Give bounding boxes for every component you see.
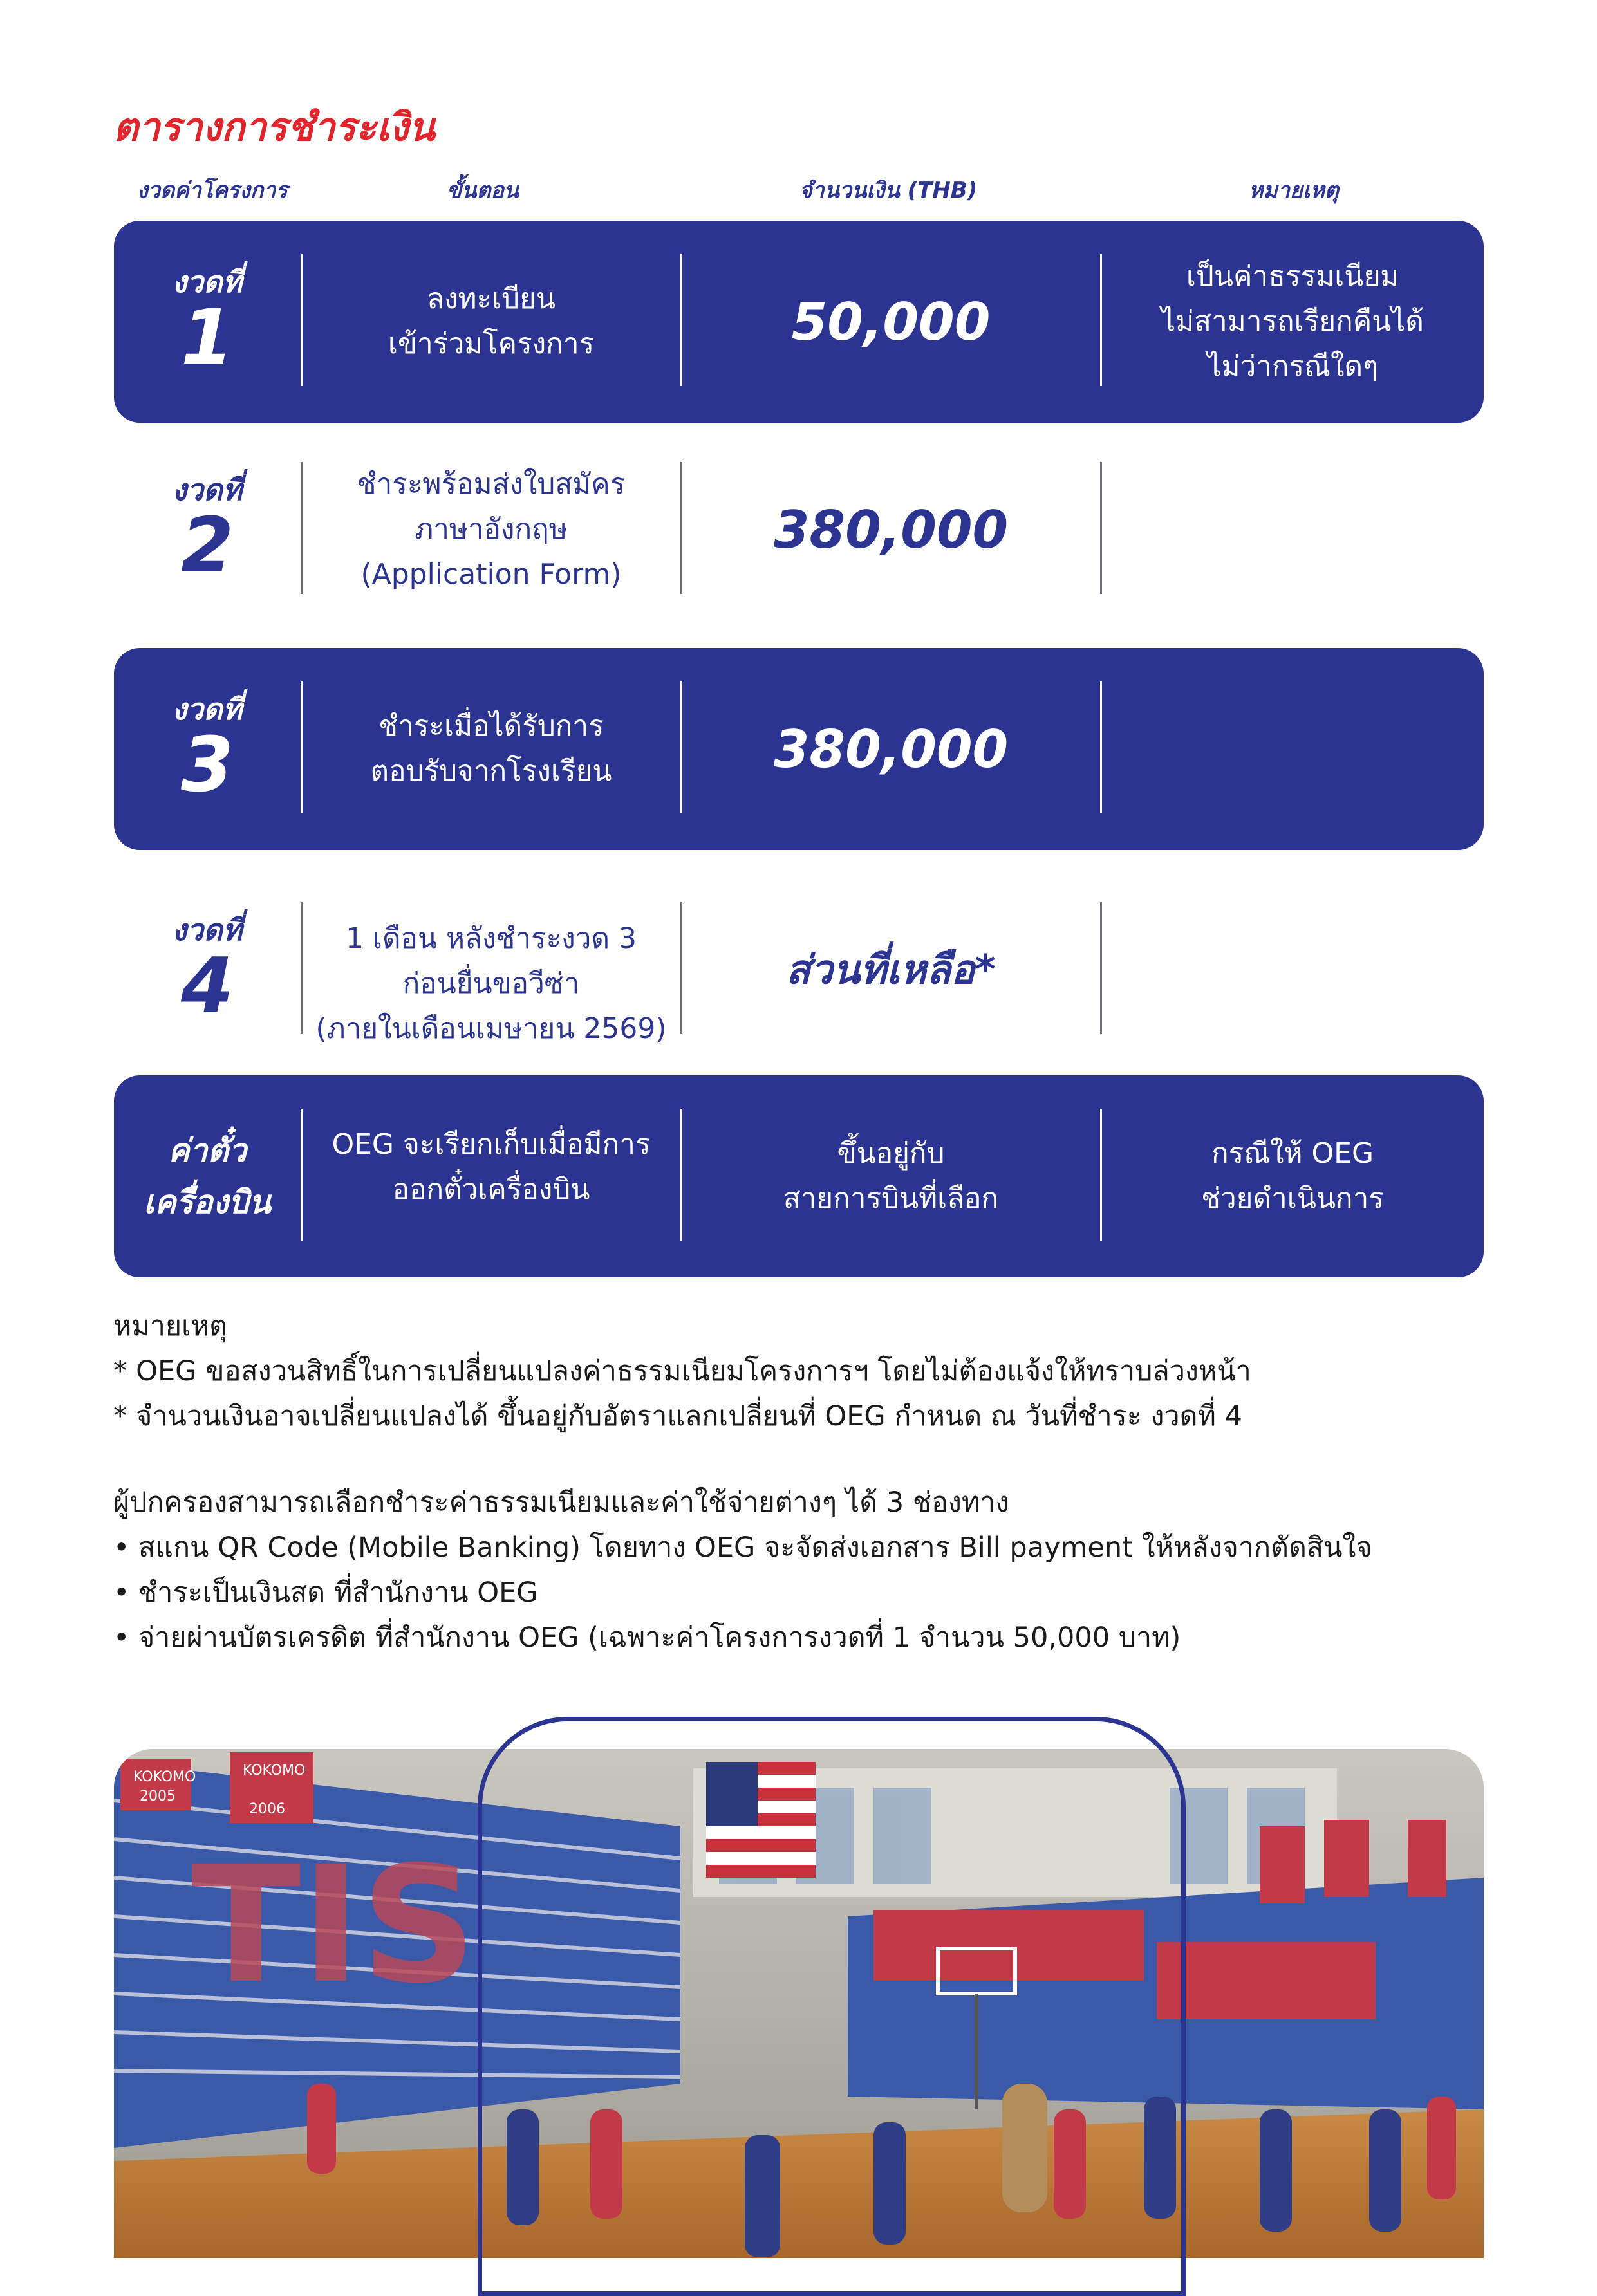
step-line: 1 เดือน หลังชำระงวด 3 <box>345 922 637 955</box>
step-line: ออกตั๋วเครื่องบิน <box>392 1173 590 1206</box>
payment-section <box>113 1480 1372 1660</box>
payment-item: • ชำระเป็นเงินสด ที่สำนักงาน OEG <box>113 1577 538 1609</box>
divider <box>1100 462 1102 594</box>
step-line: ภาษาอังกฤษ <box>415 513 568 546</box>
installment-row-4 <box>114 869 1484 1071</box>
note-line: กรณีให้ OEG <box>1211 1137 1374 1170</box>
airfare-label: เครื่องบิน <box>144 1183 271 1221</box>
note-line: ไม่ว่ากรณีใดๆ <box>1207 350 1378 383</box>
installment-label-cell <box>114 869 301 1071</box>
installment-label-cell <box>114 429 301 631</box>
banner-kokomo-2: KOKOMO <box>243 1763 306 1779</box>
bleacher-letters: TIS <box>191 1831 477 2019</box>
amount: 380,000 <box>773 719 1009 779</box>
note-line: ช่วยดำเนินการ <box>1201 1182 1384 1215</box>
installment-label-cell <box>114 648 301 850</box>
installment-label: งวดที่ <box>172 691 243 727</box>
step-cell <box>302 429 680 631</box>
installment-number: 1 <box>180 293 234 382</box>
step-cell <box>302 221 680 423</box>
step-line: ชำระพร้อมส่งใบสมัคร <box>357 468 626 501</box>
amount-cell <box>682 221 1100 423</box>
remark-item: * จำนวนเงินอาจเปลี่ยนแปลงได้ ขึ้นอยู่กับอัตราแลกเปลี่ยนที่ OEG กำหนด ณ วันที่ชำระ งวดที่ 4 <box>113 1400 1242 1432</box>
installment-number: 2 <box>180 501 234 590</box>
installment-label: งวดที่ <box>172 912 243 947</box>
header-installment: งวดค่าโครงการ <box>137 178 288 203</box>
step-line: ชำระเมื่อได้รับการ <box>378 710 604 743</box>
header-amount: จำนวนเงิน (THB) <box>799 178 978 203</box>
header-remark: หมายเหตุ <box>1249 178 1339 203</box>
photo-arch-frame <box>478 1717 1186 2296</box>
note-line: ไม่สามารถเรียกคืนได้ <box>1161 305 1424 338</box>
banner-year-2: 2006 <box>249 1801 285 1817</box>
amount: 380,000 <box>773 499 1009 560</box>
airfare-label: ค่าตั๋ว <box>167 1132 247 1169</box>
step-line: ก่อนยื่นขอวีซ่า <box>402 967 580 1000</box>
installment-label-cell <box>114 1075 301 1277</box>
header-step: ขั้นตอน <box>446 178 519 203</box>
amount-line: สายการบินที่เลือก <box>783 1182 999 1215</box>
banner-year-1: 2005 <box>140 1788 176 1804</box>
payment-item: • จ่ายผ่านบัตรเครดิต ที่สำนักงาน OEG (เฉพาะค่าโครงการงวดที่ 1 จำนวน 50,000 บาท) <box>113 1622 1181 1654</box>
remarks-section <box>113 1304 1251 1439</box>
note-cell <box>1101 221 1484 423</box>
amount-cell <box>682 648 1100 850</box>
note-line: เป็นค่าธรรมเนียม <box>1186 260 1399 293</box>
installment-number: 3 <box>180 720 234 810</box>
step-cell <box>302 1066 680 1268</box>
amount: 50,000 <box>791 292 991 352</box>
banner-kokomo-1: KOKOMO <box>133 1769 196 1785</box>
amount: ส่วนที่เหลือ* <box>786 946 996 993</box>
step-line: ตอบรับจากโรงเรียน <box>370 755 612 788</box>
step-line: (ภายในเดือนเมษายน 2569) <box>315 1012 667 1045</box>
remarks-heading: หมายเหตุ <box>113 1310 227 1342</box>
page-title: ตารางการชำระเงิน <box>113 105 435 150</box>
airfare-row <box>114 1075 1484 1277</box>
amount-cell <box>682 1075 1100 1277</box>
installment-row-1 <box>114 221 1484 423</box>
step-line: (Application Form) <box>360 558 622 591</box>
remark-item: * OEG ขอสงวนสิทธิ์ในการเปลี่ยนแปลงค่าธรรมเนียมโครงการฯ โดยไม่ต้องแจ้งให้ทราบล่วงหน้า <box>113 1355 1251 1387</box>
amount-line: ขึ้นอยู่กับ <box>837 1137 945 1170</box>
step-cell <box>302 883 680 1085</box>
amount-cell <box>682 869 1100 1071</box>
installment-row-3 <box>114 648 1484 850</box>
amount-cell <box>682 429 1100 631</box>
step-cell <box>302 648 680 850</box>
installment-row-2 <box>114 429 1484 631</box>
installment-label-cell <box>114 221 301 423</box>
payment-item: • สแกน QR Code (Mobile Banking) โดยทาง OEG จะจัดส่งเอกสาร Bill payment ให้หลังจากตัดสินใจ <box>113 1532 1372 1564</box>
step-line: เข้าร่วมโครงการ <box>388 328 595 360</box>
installment-label: งวดที่ <box>172 264 243 299</box>
divider <box>1100 681 1102 813</box>
note-cell <box>1101 1075 1484 1277</box>
installment-number: 4 <box>180 941 234 1030</box>
installment-label: งวดที่ <box>172 472 243 507</box>
payment-heading: ผู้ปกครองสามารถเลือกชำระค่าธรรมเนียมและค่าใช้จ่ายต่างๆ ได้ 3 ช่องทาง <box>113 1486 1009 1519</box>
divider <box>1100 902 1102 1034</box>
step-line: OEG จะเรียกเก็บเมื่อมีการ <box>332 1128 651 1161</box>
step-line: ลงทะเบียน <box>427 282 556 315</box>
